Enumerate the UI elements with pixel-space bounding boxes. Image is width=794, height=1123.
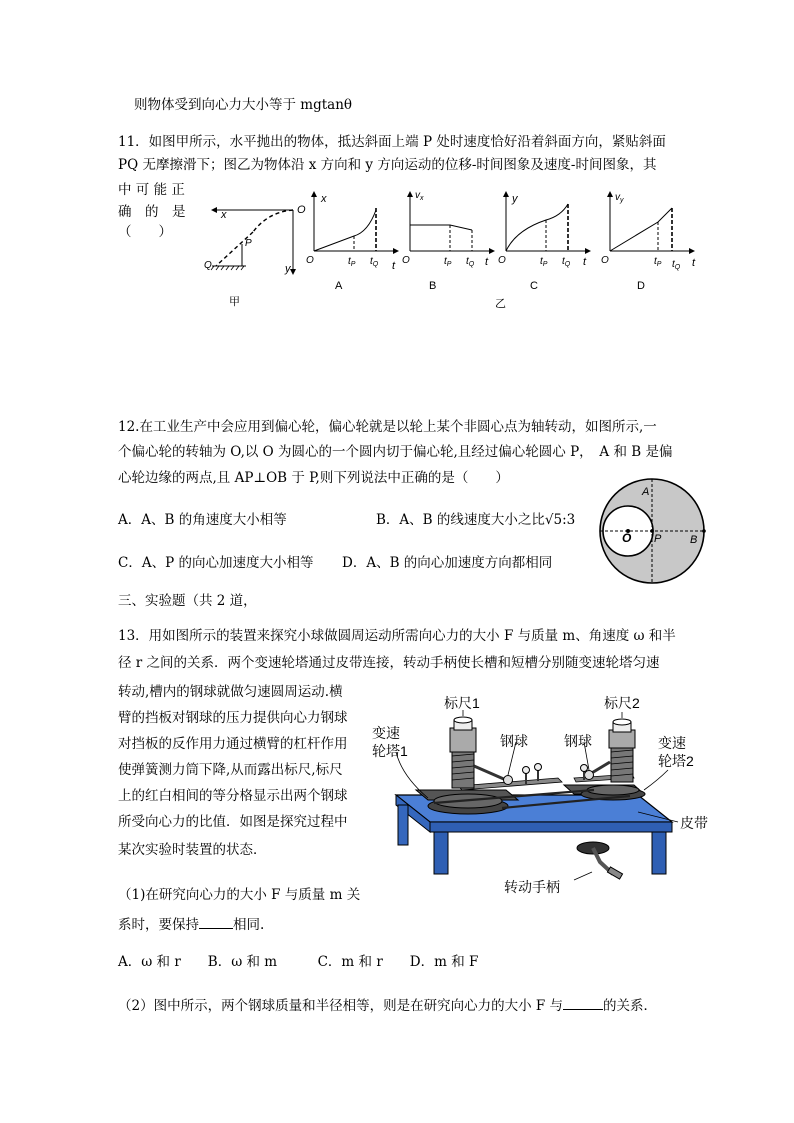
table-leg: [434, 832, 448, 874]
q13-body-2: 臂的挡板对钢球的压力提供向心力钢球: [118, 710, 348, 726]
label-tower-1b: 轮塔1: [372, 743, 408, 759]
choice-b: B: [429, 280, 437, 292]
q11-figure-jia: [198, 192, 308, 310]
steel-ball-2: [585, 771, 594, 780]
q11-graph-d: [598, 190, 702, 293]
q13-sub1-text-end: 相同.: [233, 917, 265, 933]
q13-body-5: 上的红白相间的等分格显示出两个钢球: [118, 788, 348, 804]
q11-line4: 确 的 是: [118, 204, 186, 220]
label-tower-2b: 轮塔2: [658, 753, 694, 769]
label-jia: 甲: [229, 296, 240, 308]
q13-options: A．ω 和 r B．ω 和 m C．m 和 r D．m 和 F: [118, 954, 479, 970]
steel-ball-1: [504, 776, 513, 785]
q12-option-a: A．A、B 的角速度大小相等: [118, 512, 287, 528]
b-tp: $t_P$: [444, 256, 452, 268]
q13-sub1-blank[interactable]: [199, 916, 233, 929]
q12-option-b-ratio: √5:3: [544, 512, 576, 528]
label-tower-1a: 变速: [372, 725, 400, 741]
q12-option-b-text: B．A、B 的线速度大小之比: [376, 512, 545, 528]
q12-option-d: D．A、B 的向心加速度方向都相同: [342, 555, 553, 571]
b-tq: $t_Q$: [466, 256, 475, 268]
q13-line1: 13．用如图所示的装置来探究小球做圆周运动所需向心力的大小 F 与质量 m、角速度 ω 和半: [118, 628, 676, 644]
q12-eccentric-wheel-figure: [598, 476, 712, 590]
d-tq: $t_Q$: [672, 259, 681, 271]
label-ball-1: 钢球: [500, 733, 528, 749]
a-axis-x: x: [321, 193, 327, 205]
b-axis-vx: $v_x$: [415, 190, 424, 202]
q13-body-1: 转动,槽内的钢球就做匀速圆周运动.横: [118, 684, 343, 700]
q11-line3: 中 可 能 正: [118, 182, 185, 198]
q13-sub2: [118, 997, 657, 1014]
q13-sub1-text: 系时，要保持: [118, 917, 199, 933]
a-tp: $t_P$: [348, 256, 356, 268]
wheel-label-B: B: [690, 534, 698, 546]
wheel-label-O: O: [622, 531, 632, 545]
c-origin: O: [498, 255, 506, 266]
b-axis-t: t: [485, 256, 489, 268]
q11-line2: PQ 无摩擦滑下；图乙为物体沿 x 方向和 y 方向运动的位移-时间图象及速度-时间图象，其: [118, 157, 657, 173]
wheel-label-A: A: [642, 486, 650, 498]
jia-x-label: x: [221, 209, 227, 221]
choice-d: D: [637, 280, 645, 292]
q13-sub1-line1: （1)在研究向心力的大小 F 与质量 m 关: [118, 887, 361, 903]
d-axis-t: t: [692, 257, 696, 269]
q13-sub1-line2: [118, 916, 264, 933]
d-origin: O: [601, 255, 609, 266]
label-ruler-2: 标尺2: [604, 695, 640, 711]
d-tp: $t_P$: [654, 256, 662, 268]
c-axis-t: t: [583, 256, 587, 268]
jia-P-label: P: [245, 238, 252, 249]
choice-c: C: [530, 280, 538, 292]
wheel-label-P: P: [654, 533, 662, 545]
a-tq: $t_Q$: [370, 256, 379, 268]
q12-option-c: C．A、P 的向心加速度大小相等: [118, 555, 314, 571]
intro-line: 则物体受到向心力大小等于 mgtanθ: [134, 97, 353, 113]
label-belt: 皮带: [680, 815, 708, 831]
label-ruler-1: 标尺1: [444, 695, 480, 711]
q13-body-3: 对挡板的反作用力通过横臂的杠杆作用: [118, 736, 348, 752]
b-origin: O: [402, 255, 410, 266]
q11-graph-b: [400, 190, 506, 310]
q13-body-6: 所受向心力的比值．如图是探究过程中: [118, 814, 348, 830]
q12-line1: 12.在工业生产中会应用到偏心轮，偏心轮就是以轮上某个非圆心点为轴转动，如图所示,一: [118, 419, 657, 435]
label-ball-2: 钢球: [564, 733, 592, 749]
q13-line2: 径 r 之间的关系．两个变速轮塔通过皮带连接，转动手柄使长槽和短槽分别随变速轮塔匀速: [118, 655, 660, 671]
choice-a: A: [335, 280, 343, 292]
q11-graph-a: [304, 190, 402, 293]
q13-body-7: 某次实验时装置的状态．: [118, 842, 267, 858]
q11-line1: 11．如图甲所示，水平抛出的物体，抵达斜面上端 P 处时速度恰好沿着斜面方向，紧贴斜面: [118, 134, 666, 150]
q12-line2: 个偏心轮的转轴为 O,以 O 为圆心的一个圆内切于偏心轮,且经过偏心轮圆心 P， A 和 B 是偏: [118, 444, 673, 460]
jia-Q-label: Q: [204, 260, 212, 271]
q12-line3: 心轮边缘的两点,且 AP⊥OB 于 P,则下列说法中正确的是（ ）: [118, 470, 509, 486]
q13-sub2-text: （2）图中所示，两个钢球质量和半径相等，则是在研究向心力的大小 F 与: [118, 998, 564, 1014]
a-origin: O: [306, 255, 314, 266]
q12-option-b: [376, 514, 575, 528]
a-axis-t: t: [392, 260, 396, 272]
table-leg: [652, 832, 666, 874]
c-tp: $t_P$: [540, 256, 548, 268]
q13-sub2-blank[interactable]: [563, 997, 603, 1010]
jia-y-label: y: [285, 263, 291, 275]
q13-apparatus-figure: [368, 690, 724, 908]
c-tq: $t_Q$: [562, 256, 571, 268]
label-yi: 乙: [495, 298, 506, 310]
q13-sub2-text-end: 的关系．: [603, 998, 658, 1014]
c-axis-y: y: [512, 193, 518, 205]
label-tower-2a: 变速: [658, 735, 686, 751]
jia-O-label: O: [297, 204, 306, 216]
d-axis-vy: $v_y$: [615, 192, 624, 204]
section-3-heading: 三、实验题（共 2 道，: [118, 593, 257, 609]
q13-body-4: 使弹簧测力筒下降,从而露出标尺,标尺: [118, 762, 343, 778]
label-handle: 转动手柄: [504, 879, 560, 895]
q11-graph-c: [496, 190, 594, 293]
q11-answer-bracket: （ ）: [118, 224, 172, 240]
